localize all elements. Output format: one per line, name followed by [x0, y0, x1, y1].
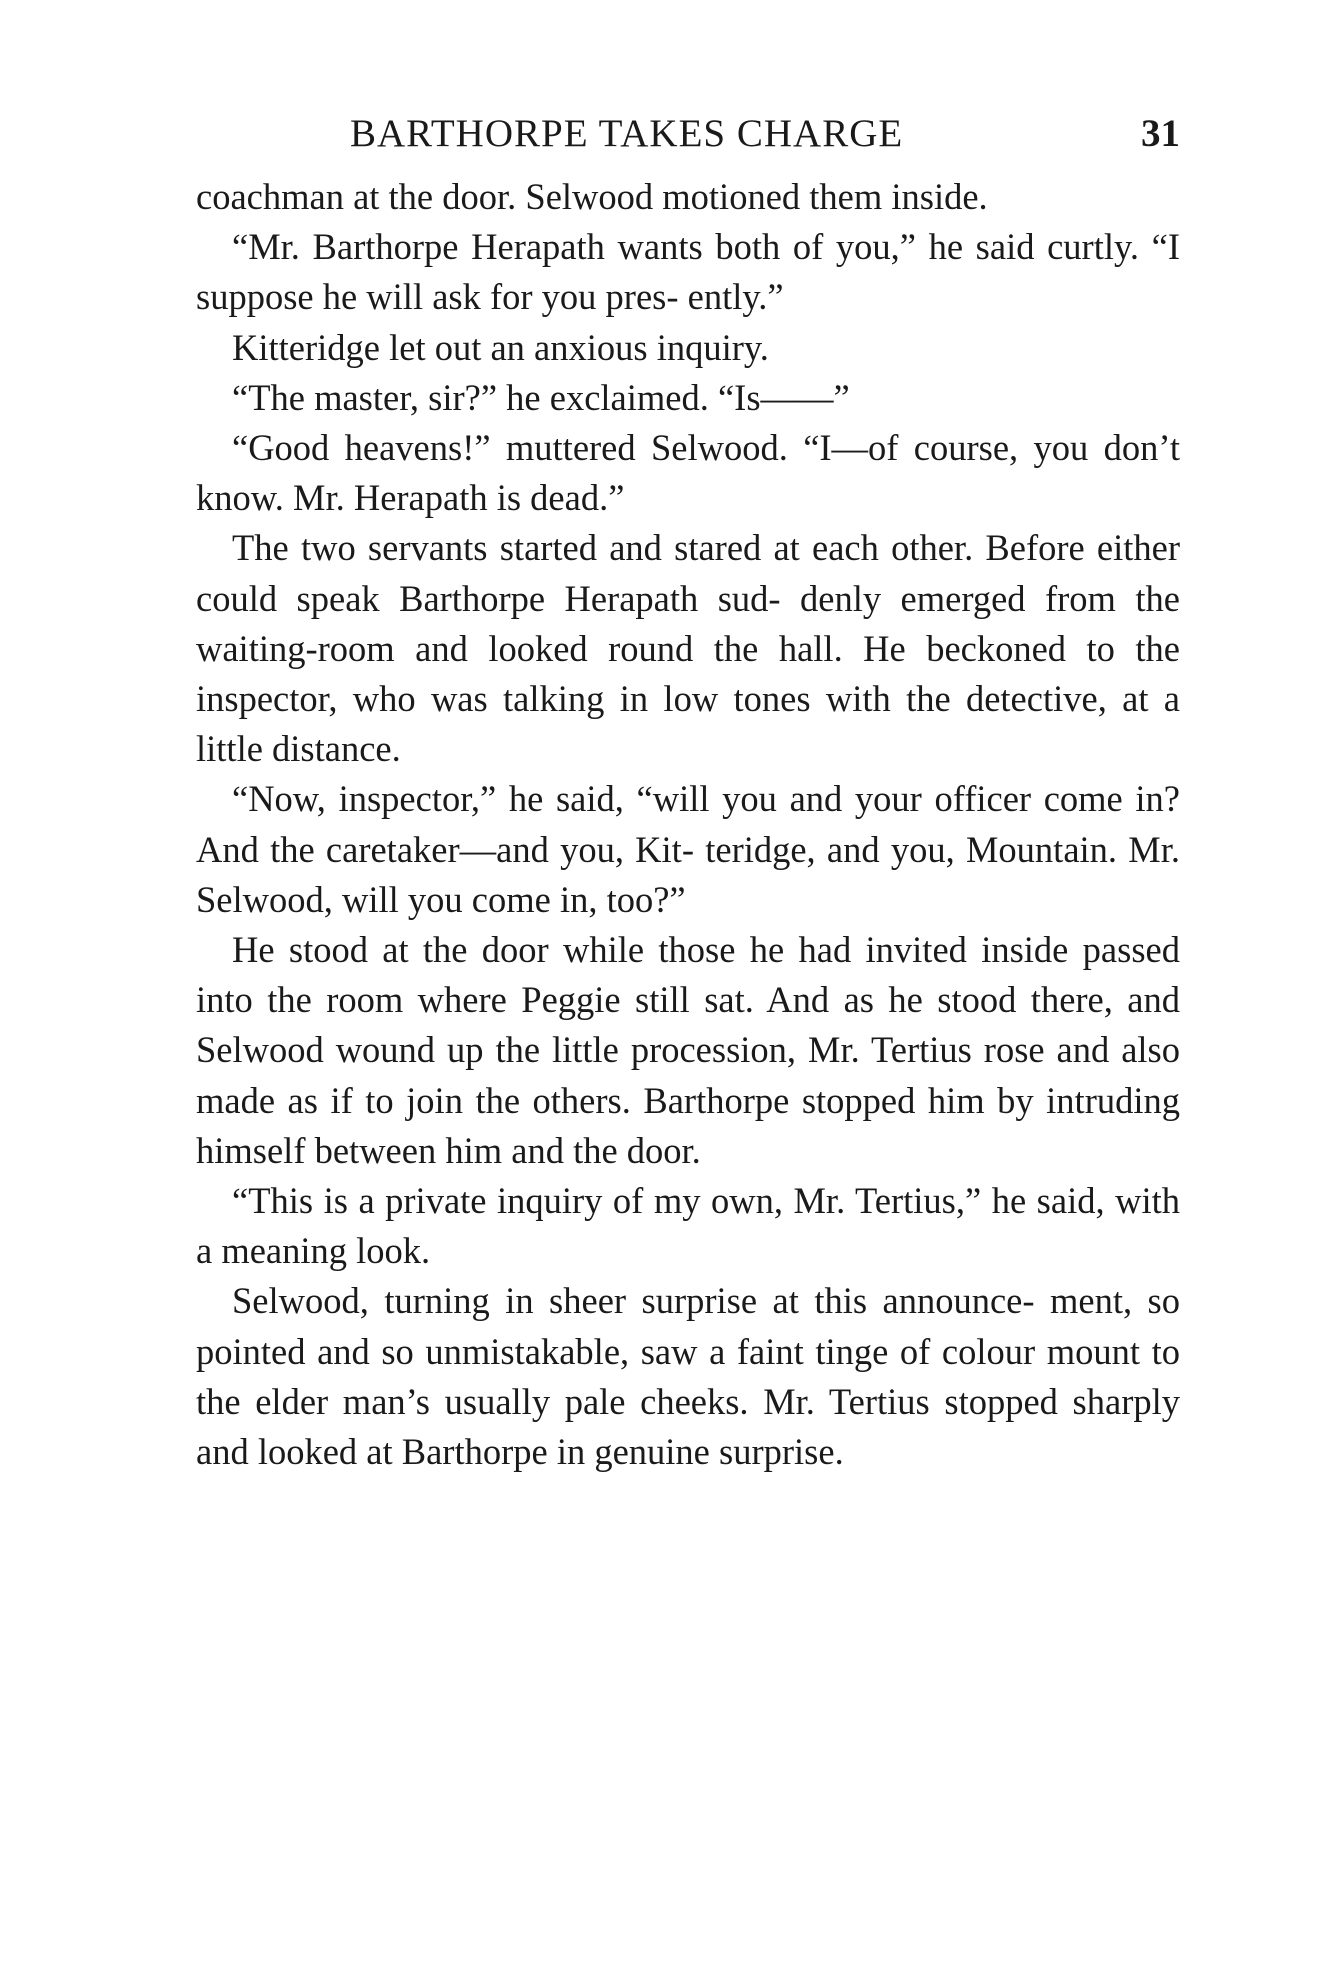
paragraph: Kitteridge let out an anxious inquiry.	[232, 326, 769, 368]
paragraph: “Good heavens!” muttered Selwood. “I—of course, you don’t know. Mr. Herapath is dead.”	[196, 427, 1180, 519]
paragraph: Selwood, turning in sheer surprise at this announce- ment, so pointed and so unmistakable, saw a faint tinge of colour mount to the elder man’s usually pale cheeks. Mr. Tertius stopped sharply and looked at Barthorpe in genuine surprise.	[196, 1280, 1180, 1473]
running-header	[196, 104, 1180, 164]
paragraph: The two servants started and stared at each other. Before either could speak Barthorpe Herapath sud- denly emerged from the waiting-room and looked round the hall. He beckoned to the inspector, who was talking in low tones with the detective, at a little distance.	[196, 527, 1180, 770]
paragraph: “Now, inspector,” he said, “will you and your officer come in? And the caretaker—and you, Kit- teridge, and you, Mountain. Mr. Selwood, will you come in, too?”	[196, 778, 1180, 920]
paragraph: “This is a private inquiry of my own, Mr. Tertius,” he said, with a meaning look.	[196, 1180, 1180, 1272]
paragraph: He stood at the door while those he had invited inside passed into the room where Peggie still sat. And as he stood there, and Selwood wound up the little procession, Mr. Tertius rose and also made as if to join the others. Barthorpe stopped him by intruding himself between him and the door.	[196, 929, 1180, 1171]
chapter-title: BARTHORPE TAKES CHARGE	[350, 112, 904, 155]
page-body	[196, 172, 1180, 1477]
paragraph: “The master, sir?” he exclaimed. “Is——”	[232, 376, 850, 418]
paragraph: “Mr. Barthorpe Herapath wants both of you,” he said curtly. “I suppose he will ask for you pres- ently.”	[196, 226, 1180, 318]
paragraph: coachman at the door. Selwood motioned them inside.	[196, 176, 988, 217]
page-number: 31	[1141, 112, 1180, 155]
